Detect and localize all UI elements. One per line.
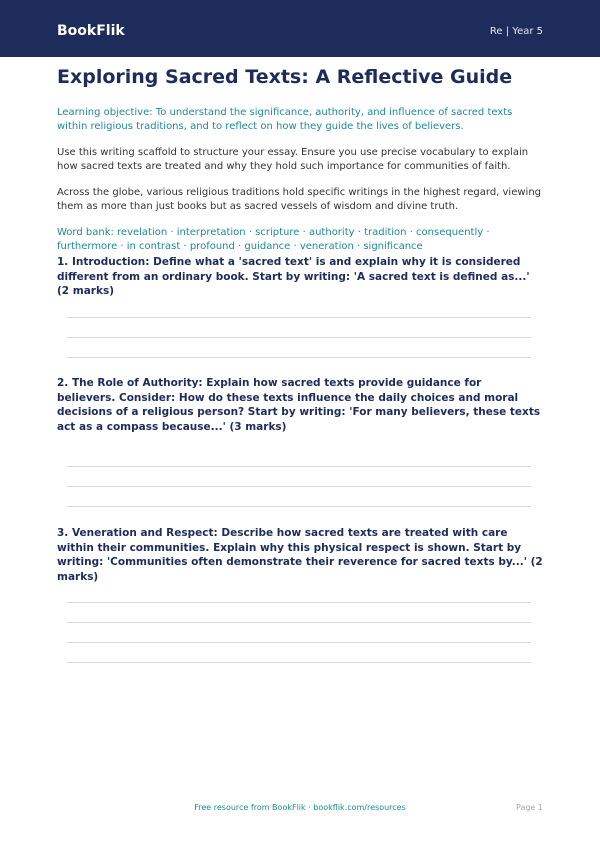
document-intro — [57, 64, 543, 254]
answer-line[interactable] — [67, 466, 531, 467]
page-title: Exploring Sacred Texts: A Reflective Guide — [57, 66, 513, 88]
question-2: 2. The Role of Authority: Explain how sacred texts provide guidance for believers. Consider: How do these texts influence the daily choices and moral decisions of a religious person? Start by writing: 'For many believers, these texts act as a compass because...' (3 marks) — [57, 376, 543, 434]
answer-line[interactable] — [67, 317, 531, 318]
context-paragraph: Across the globe, various religious traditions hold specific writings in the highest regard, viewing them as more than just books but as sacred vessels of wisdom and divine truth. — [57, 187, 542, 212]
answer-line[interactable] — [67, 486, 531, 487]
answer-line[interactable] — [67, 506, 531, 507]
answer-line[interactable] — [67, 622, 531, 623]
brand-logo[interactable]: BookFlik — [57, 23, 125, 39]
word-bank: Word bank: revelation · interpretation · scripture · authority · tradition · consequently · furthermore · in contrast · profound · guidance · veneration · significance — [57, 227, 490, 252]
learning-objective: Learning objective: To understand the significance, authority, and influence of sacred texts within religious traditions, and to reflect on how they guide the lives of believers. — [57, 107, 513, 132]
question-3: 3. Veneration and Respect: Describe how sacred texts are treated with care within their communities. Explain why this physical respect is shown. Start by writing: 'Communities often demonstrate their reverence for sacred texts by...' (2 marks) — [57, 527, 543, 583]
answer-line[interactable] — [67, 602, 531, 603]
answer-line[interactable] — [67, 662, 531, 663]
answer-line[interactable] — [67, 642, 531, 643]
subject-year-label: Re | Year 5 — [489, 26, 543, 37]
answer-line[interactable] — [67, 357, 531, 358]
question-1: 1. Introduction: Define what a 'sacred text' is and explain why it is considered different from an ordinary book. Start by writing: 'A sacred text is defined as...' (2 marks) — [57, 256, 530, 297]
footer-link[interactable]: Free resource from BookFlik · bookflik.com/resources — [194, 803, 406, 812]
answer-line[interactable] — [67, 337, 531, 338]
instructions-paragraph: Use this writing scaffold to structure your essay. Ensure you use precise vocabulary to explain how sacred texts are treated and why they hold such importance for communities of faith. — [57, 147, 529, 172]
page-number: Page 1 — [516, 803, 543, 812]
header-bar — [0, 0, 600, 57]
